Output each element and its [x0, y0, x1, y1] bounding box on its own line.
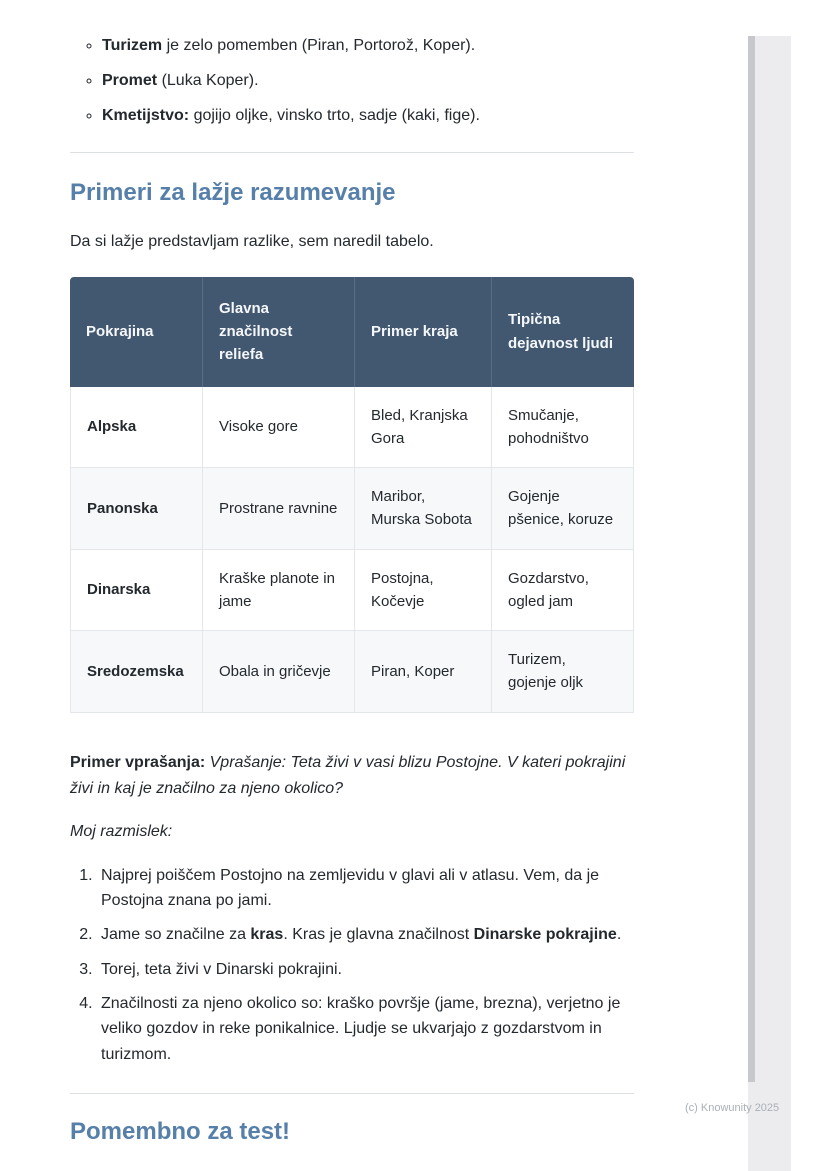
cell-relief: Visoke gore — [203, 387, 355, 469]
section-heading-important: Pomembno za test! — [70, 1117, 291, 1145]
cell-activity: Turizem, gojenje oljk — [492, 631, 634, 713]
cell-place: Maribor, Murska Sobota — [355, 468, 492, 550]
scrollbar-thumb[interactable] — [748, 36, 755, 1082]
step-item — [97, 957, 634, 982]
cell-activity: Gojenje pšenice, koruze — [492, 468, 634, 550]
cell-relief: Obala in gričevje — [203, 631, 355, 713]
example-question-lead: Primer vprašanja: — [70, 753, 206, 771]
bullet-bold-text: Kmetijstvo: — [102, 107, 190, 124]
cell-place: Bled, Kranjska Gora — [355, 387, 492, 469]
step-text: Najprej poiščem Postojno na zemljevidu v glavi ali v atlasu. Vem, da je Postojna znana po jami. — [101, 866, 600, 910]
cell-activity: Gozdarstvo, ogled jam — [492, 550, 634, 632]
reasoning-steps-list — [70, 863, 634, 1067]
bullet-list — [70, 34, 634, 128]
cell-region: Alpska — [70, 387, 203, 469]
bullet-text: je zelo pomemben (Piran, Portorož, Koper). — [162, 37, 476, 54]
column-header-activity: Tipična dejavnost ljudi — [492, 277, 634, 387]
section-heading-examples: Primeri za lažje razumevanje — [70, 179, 396, 206]
cell-place: Piran, Koper — [355, 631, 492, 713]
cell-region: Panonska — [70, 468, 203, 550]
section-divider — [70, 152, 634, 153]
bullet-bold-text: Promet — [102, 72, 158, 89]
bullet-text: gojijo oljke, vinsko trto, sadje (kaki, fige). — [189, 107, 480, 124]
table-row — [70, 631, 634, 713]
thought-label: Moj razmislek: — [70, 823, 173, 841]
step-bold-text: kras — [250, 926, 284, 944]
cell-region: Sredozemska — [70, 631, 203, 713]
cell-relief: Prostrane ravnine — [203, 468, 355, 550]
table-header-row — [70, 277, 634, 387]
section-divider — [70, 1093, 634, 1094]
step-text: Jame so značilne za — [101, 926, 251, 944]
step-item — [97, 991, 634, 1067]
step-bold-text: Dinarske pokrajine — [473, 926, 617, 944]
step-item — [97, 922, 634, 947]
regions-table — [70, 277, 634, 713]
column-header-region: Pokrajina — [70, 277, 203, 387]
cell-activity: Smučanje, pohodništvo — [492, 387, 634, 469]
list-item — [102, 69, 634, 93]
table-body — [70, 387, 634, 713]
step-item — [97, 863, 634, 914]
column-header-relief: Glavna značilnost reliefa — [203, 277, 355, 387]
list-item — [102, 34, 634, 58]
table-row — [70, 550, 634, 632]
bullet-bold-text: Turizem — [102, 37, 163, 54]
column-header-place: Primer kraja — [355, 277, 492, 387]
table-row — [70, 387, 634, 469]
intro-paragraph: Da si lažje predstavljam razlike, sem naredil tabelo. — [70, 232, 434, 250]
step-text: Značilnosti za njeno okolico so: kraško površje (jame, brezna), verjetno je veliko gozdov in reke ponikalnice. Ljudje se ukvarjajo z gozdarstvom in turizmom. — [101, 994, 621, 1063]
table-header — [70, 277, 634, 387]
cell-place: Postojna, Kočevje — [355, 550, 492, 632]
cell-region: Dinarska — [70, 550, 203, 632]
list-item — [102, 104, 634, 128]
watermark: (c) Knowunity 2025 — [685, 1102, 780, 1114]
step-text: Torej, teta živi v Dinarski pokrajini. — [101, 960, 342, 978]
example-question-text: Vprašanje: Teta živi v vasi blizu Postojne. V kateri pokrajini živi in kaj je značilno za njeno okolico? — [70, 753, 626, 797]
example-question-paragraph — [70, 750, 634, 803]
step-text: . Kras je glavna značilnost — [283, 926, 474, 944]
cell-relief: Kraške planote in jame — [203, 550, 355, 632]
document-content — [70, 0, 634, 1147]
step-text: . — [616, 926, 622, 944]
bullet-text: (Luka Koper). — [157, 72, 259, 89]
table-row — [70, 468, 634, 550]
